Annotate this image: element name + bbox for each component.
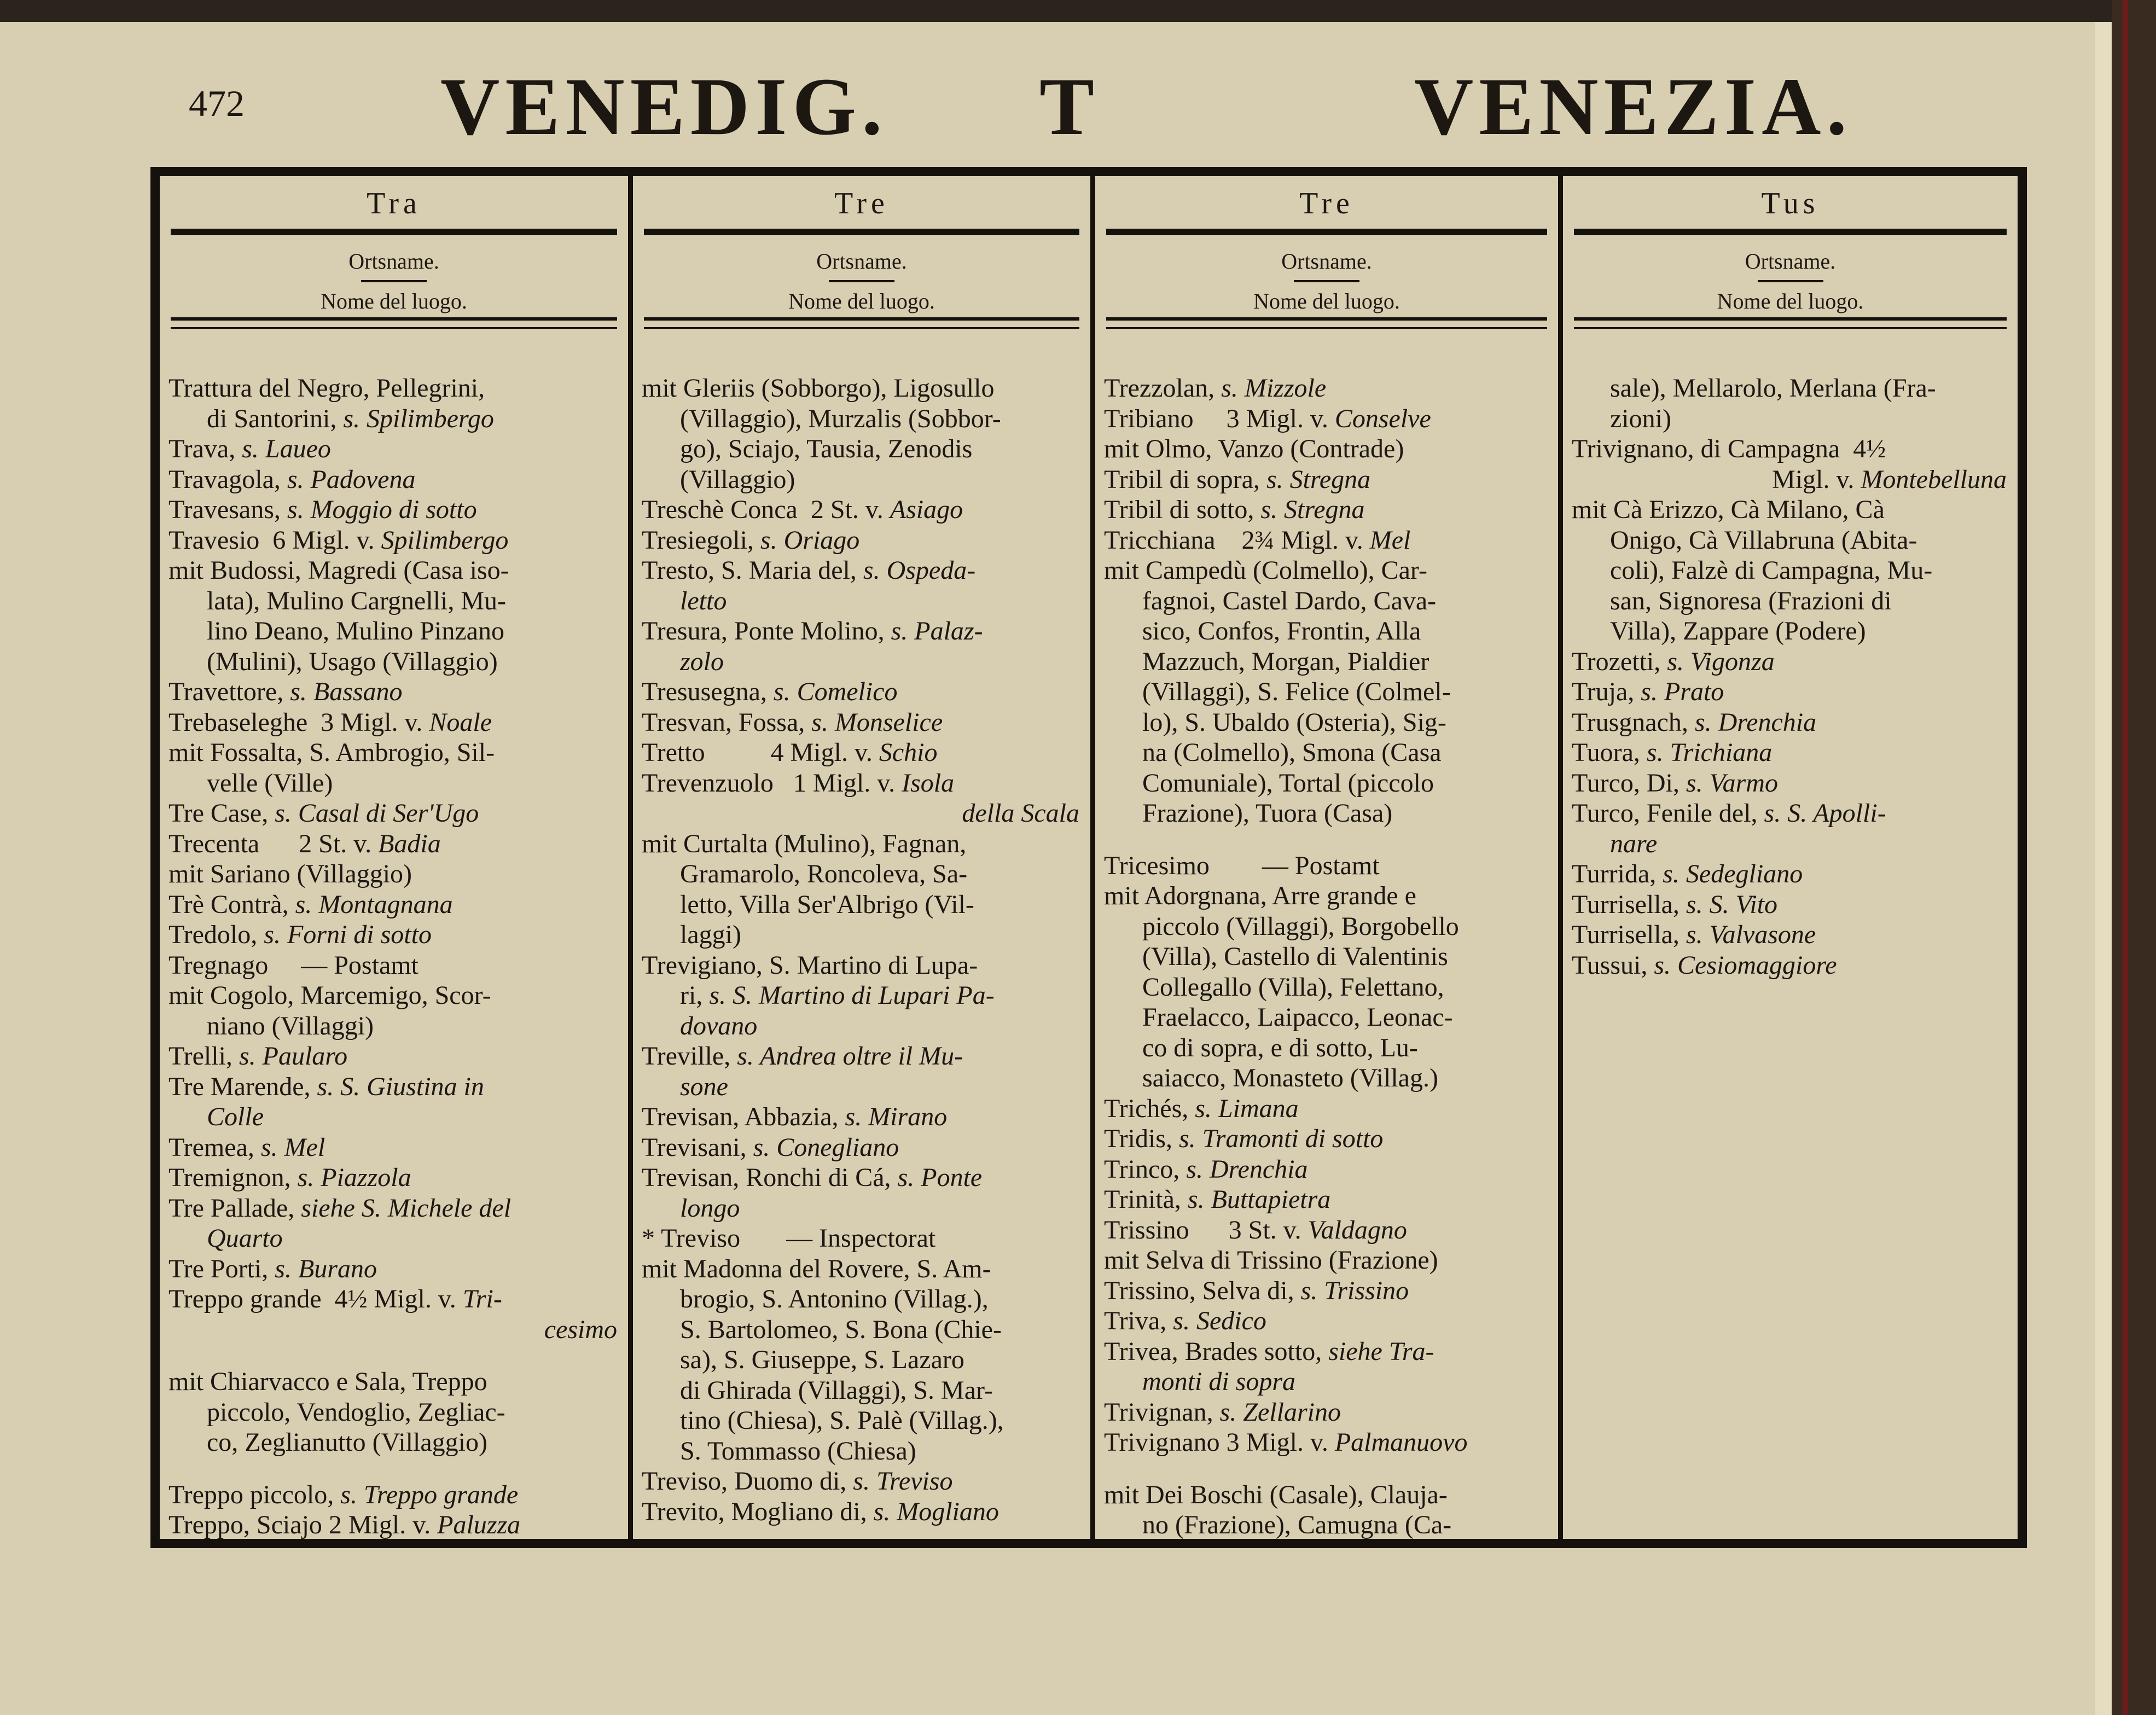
list-item: mit Dei Boschi (Casale), Claujа- (1104, 1480, 1448, 1509)
list-item: na (Colmello), Smona (Casa (1142, 738, 1442, 767)
list-item: Trivignan, s. Zellarino (1104, 1397, 1341, 1427)
list-item: lo), S. Ubaldo (Osteria), Sig- (1142, 707, 1446, 737)
column-tre-1 (633, 176, 1090, 1539)
list-item: zioni) (1610, 404, 1671, 433)
list-item: Trezzolan, s. Mizzole (1104, 374, 1327, 403)
column-tre-2 (1095, 176, 1558, 1539)
column-header (1095, 176, 1558, 351)
list-item: Trevisan, Ronchi di Cá, s. Ponte (642, 1163, 983, 1192)
list-item: Tridis, s. Tramonti di sotto (1104, 1124, 1384, 1153)
list-item: sone (680, 1072, 728, 1101)
list-item: mit Adorgnana, Arre grande e (1104, 881, 1416, 910)
list-item: monti di sopra (1142, 1367, 1296, 1396)
list-item: Colle (207, 1102, 264, 1131)
scan-top-edge (0, 0, 2156, 22)
header-rule (171, 317, 617, 321)
nome-label: Nome del luogo. (1253, 289, 1400, 313)
list-item: Trè Contrà, s. Montagnana (168, 890, 453, 919)
list-item: Tre Marende, s. S. Giustina in (168, 1072, 484, 1101)
list-item: Onigo, Cà Villabruna (Abita- (1610, 525, 1917, 555)
title-german: VENEDIG. (440, 61, 888, 152)
page-gutter (2095, 22, 2112, 1715)
list-item: Treschè Conca 2 St. v. Asiago (642, 495, 963, 524)
list-item: co, Zeglianutto (Villaggio) (207, 1428, 487, 1457)
list-item: mit Gleriis (Sobborgo), Ligosullo (642, 374, 995, 403)
list-item: Truja, s. Prato (1572, 677, 1724, 706)
column-heading: Tre (834, 187, 889, 220)
nome-label: Nome del luogo. (1717, 289, 1864, 313)
list-item: S. Tommasso (Chiesa) (680, 1436, 916, 1466)
list-item: letto, Villa Ser'Albrigo (Vil- (680, 890, 974, 919)
header-rule (1574, 327, 2007, 329)
column-heading: Tra (367, 187, 421, 220)
list-item: Treppo piccolo, s. Treppo grande (168, 1480, 519, 1509)
short-rule (829, 280, 894, 282)
list-item: mit Chiarvacco e Sala, Treppo (168, 1367, 487, 1396)
list-item: Tresura, Ponte Molino, s. Palaz- (642, 617, 983, 646)
ortsname-label: Ortsname. (1281, 249, 1372, 274)
list-item: Trissino, Selva di, s. Trissino (1104, 1276, 1409, 1305)
list-item: Tricchiana 2¾ Migl. v. Mel (1104, 525, 1411, 555)
column-tus (1563, 176, 2018, 1539)
list-item: piccolo (Villaggi), Borgobello (1142, 911, 1459, 941)
list-item: Treppo, Sciajo 2 Migl. v. Paluzza (168, 1510, 521, 1539)
list-item: saiacco, Monasteto (Villag.) (1142, 1063, 1438, 1092)
list-item: letto (680, 586, 727, 615)
list-item: * Treviso — Inspectorat (642, 1224, 936, 1253)
list-item: sa), S. Giuseppe, S. Lazaro (680, 1345, 964, 1374)
list-item: longo (680, 1193, 740, 1223)
list-item: mit Madonna del Rovere, S. Am- (642, 1254, 991, 1283)
list-item: (Villaggio), Murzalis (Sobbor- (680, 404, 1001, 433)
list-item: Tre Pallade, siehe S. Michele del (168, 1193, 512, 1223)
list-item: Travesans, s. Moggio di sotto (168, 495, 477, 524)
list-item: Trattura del Negro, Pellegrini, (168, 374, 485, 403)
list-item: nare (1610, 829, 1658, 858)
list-item: Trivea, Brades sotto, siehe Tra- (1104, 1336, 1434, 1366)
list-item: Turco, Di, s. Varmo (1572, 768, 1778, 798)
list-item: Travagola, s. Padovena (168, 464, 416, 494)
list-item: Trissino 3 St. v. Valdagno (1104, 1215, 1407, 1245)
list-item: ri, s. S. Martino di Lupari Pa- (680, 981, 995, 1010)
column-divider (1090, 176, 1095, 1539)
list-item: Tribiano 3 Migl. v. Conselve (1104, 404, 1431, 433)
list-item: Tresusegna, s. Comelico (642, 677, 898, 706)
list-item: piccolo, Vendoglio, Zegliac- (207, 1397, 505, 1427)
entry-list (1104, 373, 1551, 1540)
list-item: Tuora, s. Trichiana (1572, 738, 1773, 767)
list-item: sale), Mellarolo, Merlana (Fra- (1610, 374, 1936, 403)
list-item: cesimo (544, 1315, 617, 1344)
header-rule (1574, 229, 2007, 235)
header-rule (171, 229, 617, 235)
list-item: Tretto 4 Migl. v. Schio (642, 738, 938, 767)
list-item: Trichés, s. Limana (1104, 1094, 1299, 1123)
list-item: tino (Chiesa), S. Palè (Villag.), (680, 1406, 1004, 1435)
list-item: Trinità, s. Buttapietra (1104, 1185, 1331, 1214)
list-item: Tre Porti, s. Burano (168, 1254, 377, 1283)
list-item: mit Campedù (Colmello), Car- (1104, 556, 1427, 585)
list-item: mit Olmo, Vanzo (Contrade) (1104, 434, 1404, 463)
list-item: mit Curtalta (Mulino), Fagnan, (642, 829, 967, 858)
entry-list (1572, 373, 2011, 980)
column-heading: Tre (1299, 187, 1354, 220)
list-item: Turrisella, s. Valvasone (1572, 920, 1816, 949)
list-item: Treppo grande 4½ Migl. v. Tri- (168, 1284, 502, 1313)
column-heading: Tus (1761, 187, 1820, 220)
list-item: Trebaseleghe 3 Migl. v. Noale (168, 707, 492, 737)
list-item: lino Deano, Mulino Pinzano (207, 617, 504, 646)
gazetteer-table (150, 167, 2027, 1548)
short-rule (1758, 280, 1823, 282)
list-item: Trinco, s. Drenchia (1104, 1154, 1308, 1184)
list-item: Trava, s. Laueo (168, 434, 331, 463)
list-item: Turrisella, s. S. Vito (1572, 890, 1778, 919)
page-number: 472 (189, 83, 245, 124)
ortsname-label: Ortsname. (1745, 249, 1836, 274)
column-divider (628, 176, 633, 1539)
list-item: Trevisan, Abbazia, s. Mirano (642, 1102, 948, 1131)
list-item: lata), Mulino Cargnelli, Mu- (207, 586, 507, 615)
book-cover-edge (2112, 0, 2156, 1715)
list-item: mit Budossi, Magredi (Casa iso- (168, 556, 509, 585)
list-item: Turco, Fenile del, s. S. Apolli- (1572, 799, 1886, 828)
list-item: Collegallo (Villa), Felettano, (1142, 972, 1444, 1002)
header-rule (171, 327, 617, 329)
list-item: velle (Ville) (207, 768, 333, 798)
list-item: Tricesimo — Postamt (1104, 851, 1380, 880)
list-item: Travettore, s. Bassano (168, 677, 403, 706)
list-item: Mazzuch, Morgan, Pialdier (1142, 647, 1429, 676)
list-item: Trusgnach, s. Drenchia (1572, 707, 1817, 737)
column-header (160, 176, 628, 351)
list-item: Trevigiano, S. Martino di Lupa- (642, 950, 978, 980)
list-item: S. Bartolomeo, S. Bona (Chie- (680, 1315, 1002, 1344)
list-item: Treviso, Duomo di, s. Treviso (642, 1467, 953, 1496)
list-item: brogio, S. Antonino (Villag.), (680, 1284, 989, 1313)
list-item: Tre Case, s. Casal di Ser'Ugo (168, 799, 479, 828)
entry-list (642, 373, 1084, 1527)
header-rule (644, 229, 1079, 235)
list-item: Travesio 6 Migl. v. Spilimbergo (168, 525, 509, 555)
list-item: di Ghirada (Villaggi), S. Mar- (680, 1375, 993, 1405)
list-item: Tregnago — Postamt (168, 950, 419, 980)
list-item: mit Cogolo, Marcemigo, Scor- (168, 981, 491, 1010)
list-item: di Santorini, s. Spilimbergo (207, 404, 494, 433)
short-rule (361, 280, 427, 282)
list-item: sico, Confos, Frontin, Alla (1142, 617, 1421, 646)
list-item: mit Fossalta, S. Ambrogio, Sil- (168, 738, 495, 767)
list-item: (Villaggi), S. Felice (Colmel- (1142, 677, 1451, 706)
column-header (1563, 176, 2018, 351)
list-item: Trevito, Mogliano di, s. Mogliano (642, 1497, 999, 1526)
header-rule (1106, 327, 1547, 329)
list-item: mit Sariano (Villaggio) (168, 859, 412, 888)
list-item: san, Signoresa (Frazioni di (1610, 586, 1892, 615)
list-item: (Mulini), Usago (Villaggio) (207, 647, 498, 676)
list-item: Trevenzuolo 1 Migl. v. Isola (642, 768, 955, 798)
list-item: fagnoi, Castel Dardo, Cava- (1142, 586, 1437, 615)
list-item: Trecenta 2 St. v. Badia (168, 829, 441, 858)
list-item: Tresto, S. Maria del, s. Ospeda- (642, 556, 976, 585)
list-item: Trelli, s. Paularo (168, 1042, 348, 1071)
header-rule (1574, 317, 2007, 321)
list-item: Tribil di sopra, s. Stregna (1104, 464, 1371, 494)
list-item: Tresvan, Fossa, s. Monselice (642, 707, 943, 737)
cover-red-edge (2123, 0, 2128, 1715)
list-item: Tremea, s. Mel (168, 1132, 326, 1162)
list-item: no (Frazione), Camugna (Ca- (1142, 1510, 1452, 1539)
list-item: della Scala (962, 799, 1079, 828)
list-item: Trivignano, di Campagna 4½ (1572, 434, 1886, 463)
column-header (633, 176, 1090, 351)
list-item: Fraelacco, Laipacco, Leonac- (1142, 1003, 1453, 1032)
list-item: Tresiegoli, s. Oriago (642, 525, 860, 555)
list-item: Tussui, s. Cesiomaggiore (1572, 950, 1837, 980)
list-item: Trivignano 3 Migl. v. Palmanuovo (1104, 1428, 1468, 1457)
ortsname-label: Ortsname. (816, 249, 907, 274)
list-item: (Villaggio) (680, 464, 795, 494)
list-item: dovano (680, 1011, 758, 1040)
header-rule (1106, 229, 1547, 235)
header-rule (644, 317, 1079, 321)
list-item: zolo (680, 647, 724, 676)
list-item: mit Cà Erizzo, Cà Milano, Cà (1572, 495, 1885, 524)
list-item: (Villa), Castello di Valentinis (1142, 942, 1448, 971)
ortsname-label: Ortsname. (348, 249, 439, 274)
list-item: Trevisani, s. Conegliano (642, 1132, 899, 1162)
title-section-letter: T (1039, 61, 1100, 152)
list-item: co di sopra, e di sotto, Lu- (1142, 1033, 1418, 1062)
short-rule (1294, 280, 1359, 282)
list-item: Comuniale), Tortal (piccolo (1142, 768, 1434, 798)
list-item: Quarto (207, 1224, 283, 1253)
list-item: mit Selva di Trissino (Frazione) (1104, 1246, 1438, 1275)
list-item: Triva, s. Sedico (1104, 1306, 1266, 1335)
list-item: coli), Falzè di Campagna, Mu- (1610, 556, 1933, 585)
title-italian: VENEZIA. (1414, 61, 1852, 152)
column-divider (1558, 176, 1563, 1539)
list-item: Frazione), Tuora (Casa) (1142, 799, 1393, 828)
list-item: Migl. v. Montebelluna (1772, 464, 2007, 494)
header-rule (1106, 317, 1547, 321)
list-item: Trozetti, s. Vigonza (1572, 647, 1775, 676)
list-item: Treville, s. Andrea oltre il Mu- (642, 1042, 963, 1071)
nome-label: Nome del luogo. (321, 289, 467, 313)
list-item: Gramarolo, Roncoleva, Sa- (680, 859, 968, 888)
entry-list (168, 373, 621, 1540)
list-item: Tremignon, s. Piazzola (168, 1163, 411, 1192)
list-item: Villa), Zappare (Podere) (1610, 617, 1866, 646)
list-item: Turrida, s. Sedegliano (1572, 859, 1803, 888)
list-item: niano (Villaggi) (207, 1011, 374, 1040)
header-rule (644, 327, 1079, 329)
list-item: Tribil di sotto, s. Stregna (1104, 495, 1365, 524)
column-tra (160, 176, 628, 1539)
nome-label: Nome del luogo. (788, 289, 935, 313)
list-item: laggi) (680, 920, 741, 949)
list-item: Tredolo, s. Forni di sotto (168, 920, 432, 949)
list-item: go), Sciajo, Tausia, Zenodis (680, 434, 973, 463)
